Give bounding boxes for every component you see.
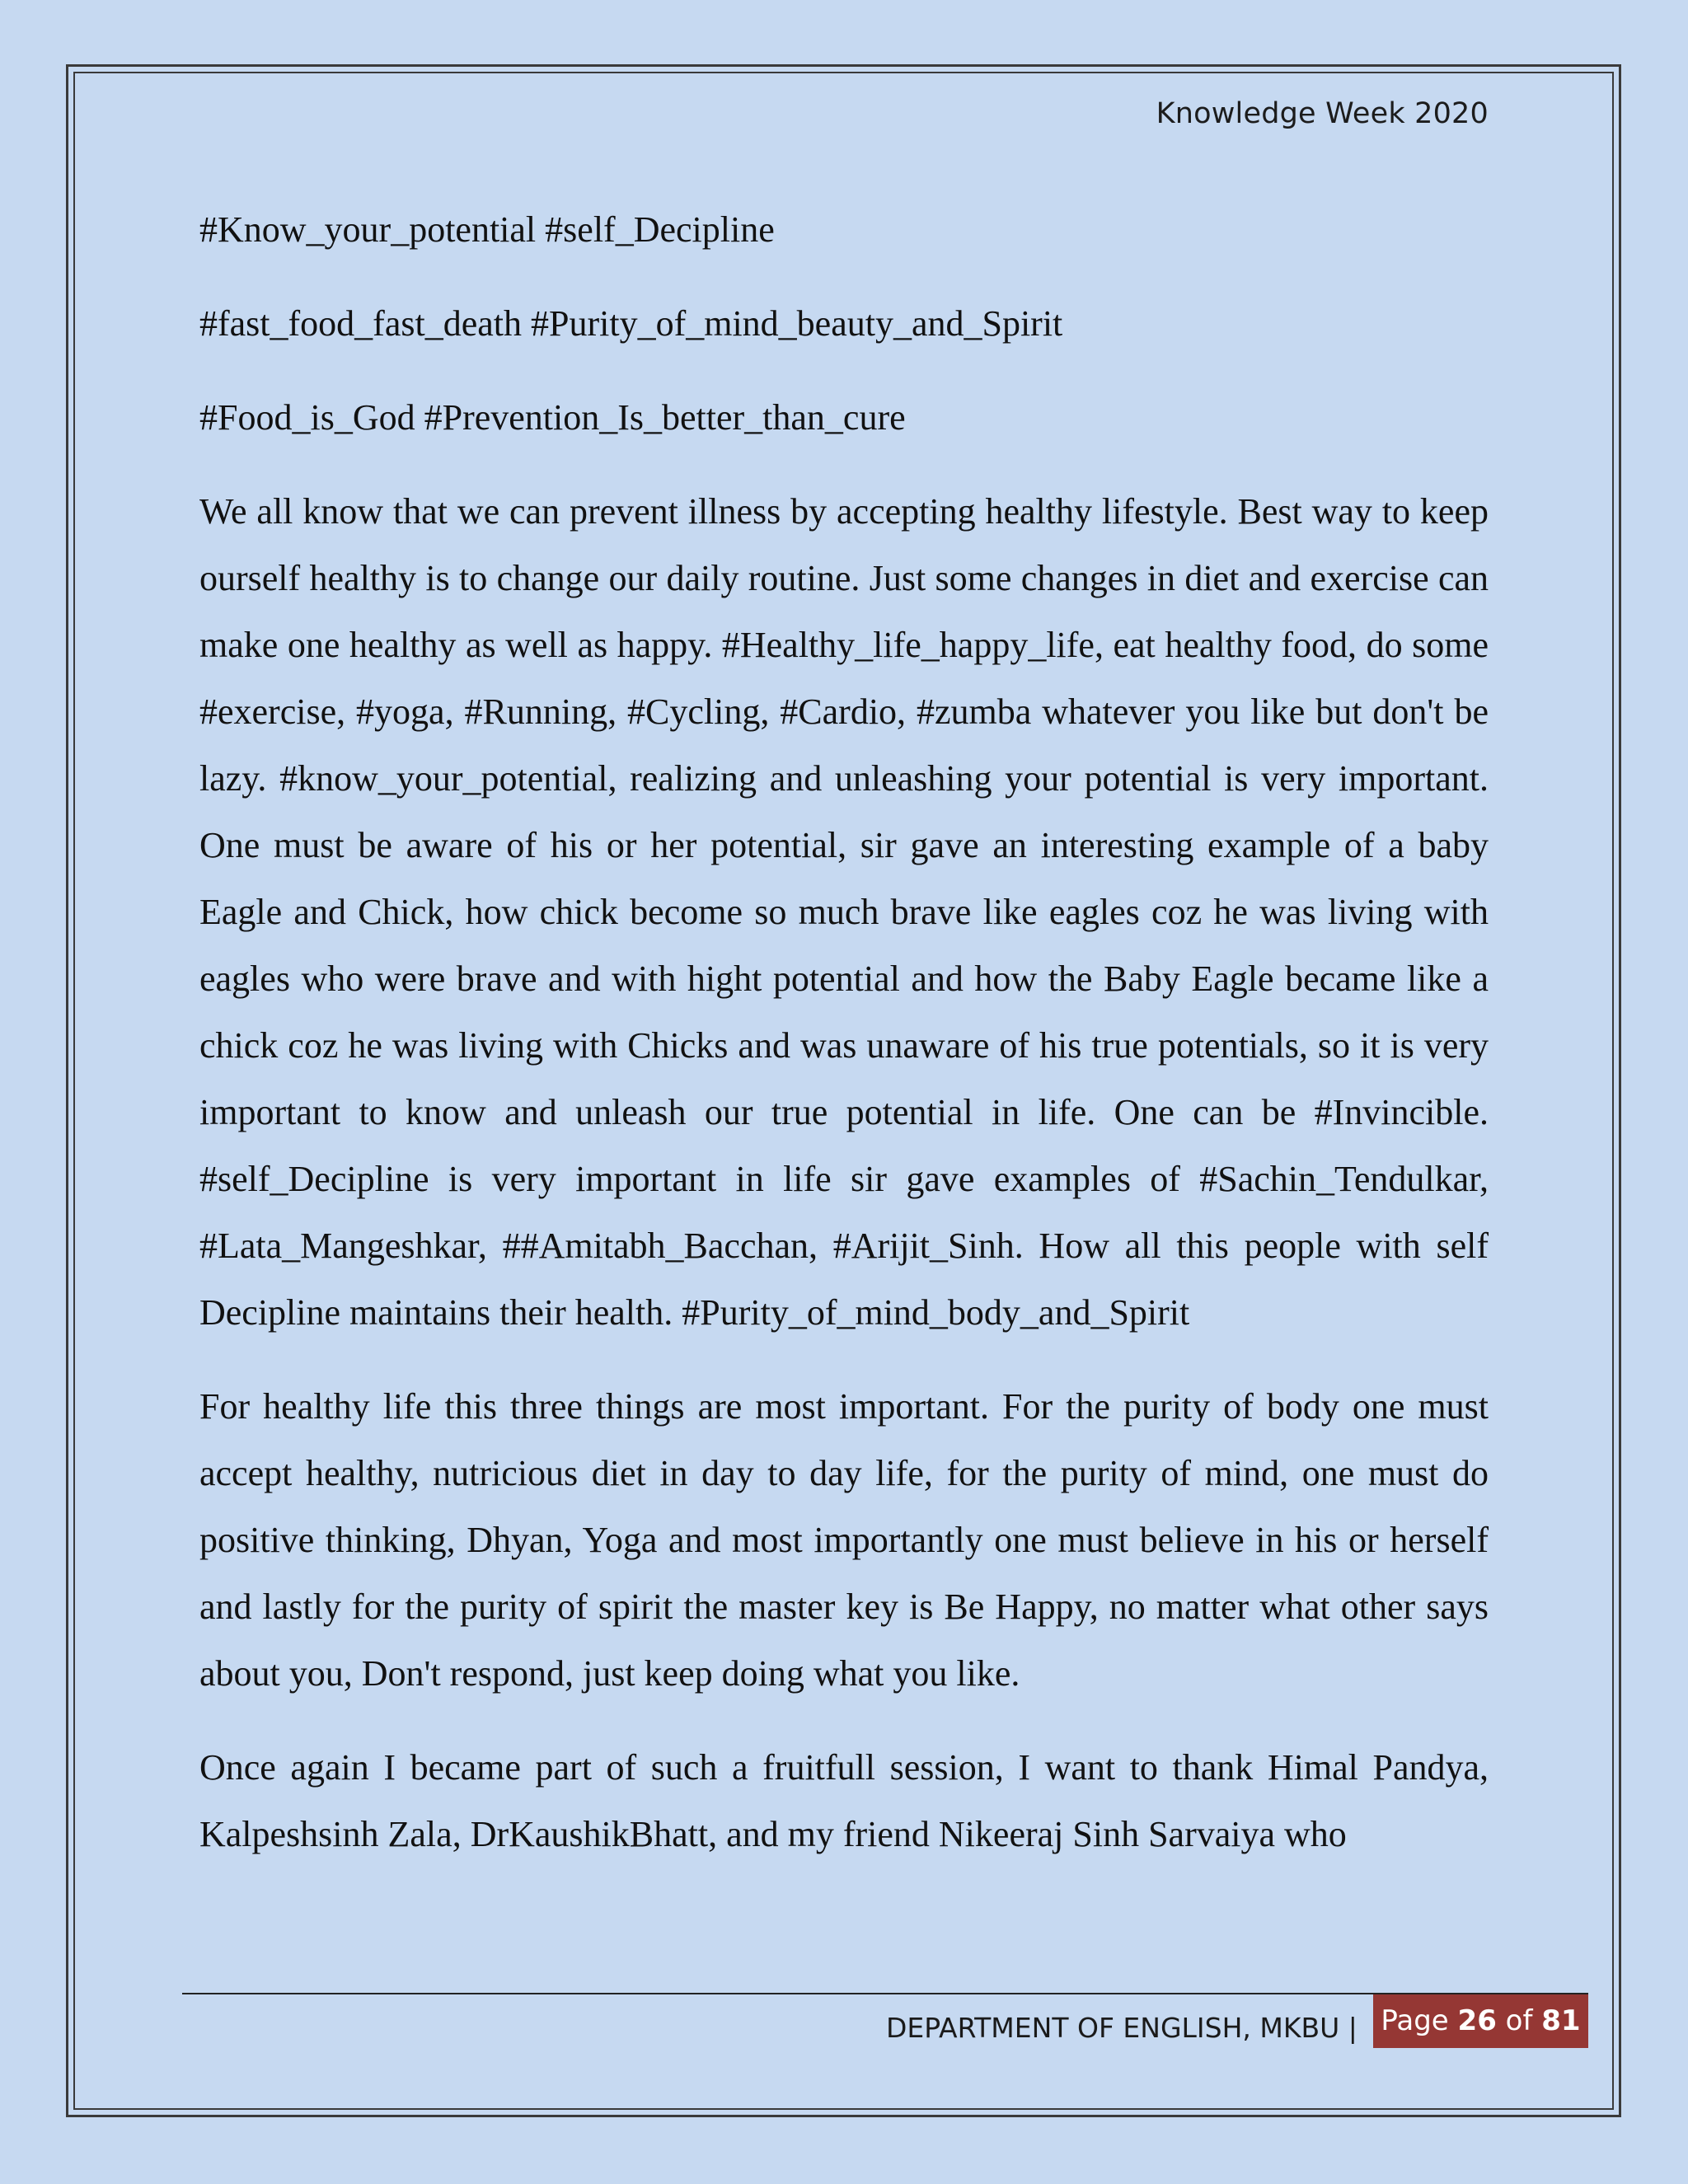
page-total: 81 xyxy=(1541,2004,1581,2037)
body-paragraph: We all know that we can prevent illness by accepting healthy lifestyle. Best way to keep ourself healthy is to change our daily routine. Just some changes in diet and exercise can make one healthy as well as happy. #Healthy_life_happy_life, eat healthy food, do some #exercise, #yoga, #Running, #Cycling, #Cardio, #zumba whatever you like but don't be lazy. #know_your_potential, realizing and unleashing your potential is very important. One must be aware of his or her potential, sir gave an interesting example of a baby Eagle and Chick, how chick become so much brave like eagles coz he was living with eagles who were brave and with hight potential and how the Baby Eagle became like a chick coz he was living with Chicks and was unaware of his true potentials, so it is very important to know and unleash our true potential in life. One can be #Invincible. #self_Decipline is very important in life sir gave examples of #Sachin_Tendulkar, #Lata_Mangeshkar, ##Amitabh_Bacchan, #Arijit_Sinh. How all this people with self Decipline maintains their health. #Purity_of_mind_body_and_Spirit xyxy=(199,491,1489,1333)
page-content xyxy=(199,196,1489,1868)
page-label: Page xyxy=(1381,2004,1449,2037)
body-paragraph: For healthy life this three things are most important. For the purity of body one must accept healthy, nutricious diet in day to day life, for the purity of mind, one must do positive thinking, Dhyan, Yoga and most importantly one must believe in his or herself and lastly for the purity of spirit the master key is Be Happy, no matter what other says about you, Don't respond, just keep doing what you like. xyxy=(199,1386,1489,1694)
tagline: #fast_food_fast_death #Purity_of_mind_beauty_and_Spirit xyxy=(199,303,1063,344)
tagline: #Know_your_potential #self_Decipline xyxy=(199,209,775,250)
page-number-badge xyxy=(1373,1994,1588,2048)
body-paragraph: Once again I became part of such a fruitfull session, I want to thank Himal Pandya, Kalpeshsinh Zala, DrKaushikBhatt, and my friend Nikeeraj Sinh Sarvaiya who xyxy=(199,1747,1489,1854)
tagline: #Food_is_God #Prevention_Is_better_than_cure xyxy=(199,397,906,438)
footer-department: DEPARTMENT OF ENGLISH, MKBU | xyxy=(886,2012,1357,2044)
header-title: Knowledge Week 2020 xyxy=(1156,97,1489,130)
page-current: 26 xyxy=(1457,2004,1497,2037)
page-of-label: of xyxy=(1505,2004,1533,2037)
